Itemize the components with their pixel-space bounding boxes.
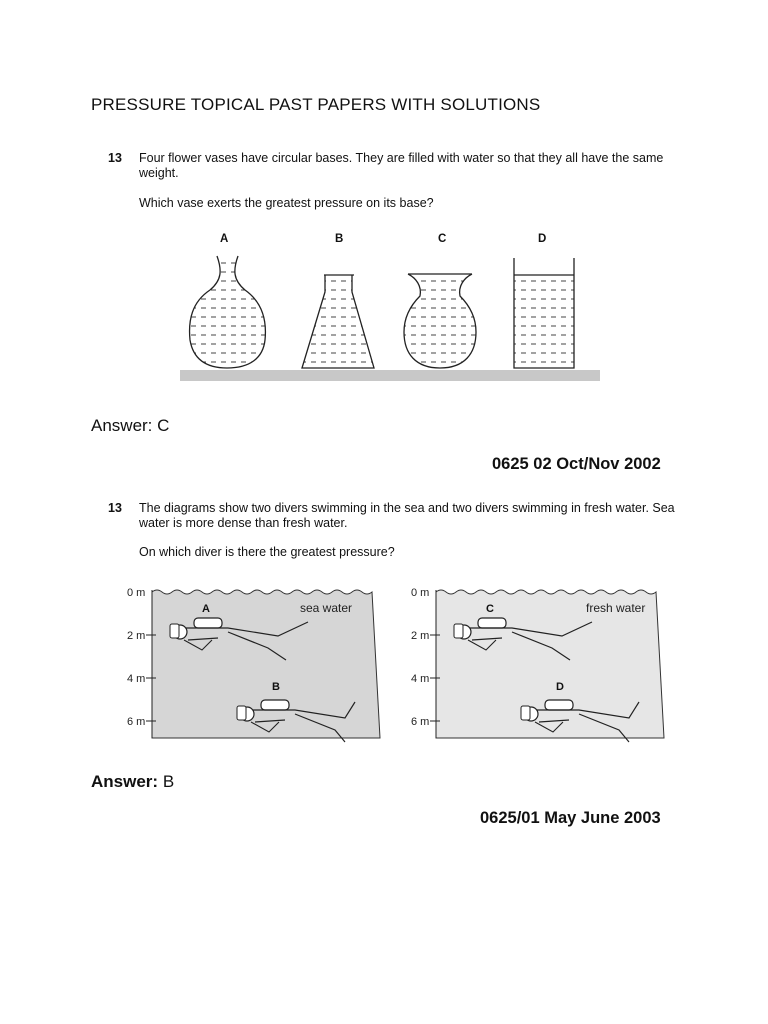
depth-tick-4: 4 m <box>127 673 146 685</box>
diver-b-label: B <box>272 681 280 693</box>
question-2-number: 13 <box>108 501 122 515</box>
depth-tick-2: 2 m <box>127 630 146 642</box>
question-2-line-1: The diagrams show two divers swimming in the sea and two divers swimming in fresh water. Sea <box>139 501 675 515</box>
depth-tick-2: 2 m <box>411 630 430 642</box>
vase-d <box>514 258 574 368</box>
question-1-text <box>139 151 679 181</box>
vase-label-a: A <box>220 233 229 245</box>
answer-1-label: Answer: <box>91 416 153 435</box>
diver-a-label: A <box>202 603 210 615</box>
page-title: PRESSURE TOPICAL PAST PAPERS WITH SOLUTIONS <box>91 95 541 114</box>
table-surface <box>180 370 600 381</box>
vase-label-b: B <box>335 233 344 245</box>
question-1-line-2: weight. <box>139 166 179 180</box>
vase-label-d: D <box>538 233 547 245</box>
diver-d-label: D <box>556 681 564 693</box>
vase-b <box>302 275 374 368</box>
question-2-line-2: water is more dense than fresh water. <box>139 516 348 530</box>
fresh-water-panel <box>404 580 669 745</box>
question-2-reference: 0625/01 May June 2003 <box>480 809 661 827</box>
depth-tick-0: 0 m <box>127 587 146 599</box>
diver-c-label: C <box>486 603 494 615</box>
question-1-number: 13 <box>108 151 122 165</box>
answer-1-value: C <box>157 416 170 435</box>
depth-tick-6: 6 m <box>127 716 146 728</box>
question-1-prompt: Which vase exerts the greatest pressure on its base? <box>139 196 434 210</box>
question-2-answer <box>91 772 174 792</box>
depth-tick-6: 6 m <box>411 716 430 728</box>
depth-tick-4: 4 m <box>411 673 430 685</box>
question-1-answer <box>91 416 169 436</box>
question-2-prompt: On which diver is there the greatest pressure? <box>139 545 395 559</box>
vase-c <box>404 274 476 368</box>
sea-water-panel <box>120 580 385 745</box>
vase-a <box>190 256 266 368</box>
question-1-reference: 0625 02 Oct/Nov 2002 <box>492 455 661 473</box>
fresh-water-label: fresh water <box>586 601 646 615</box>
answer-2-label: Answer: <box>91 772 159 791</box>
vase-label-c: C <box>438 233 447 245</box>
depth-tick-0: 0 m <box>411 587 430 599</box>
question-1-line-1: Four flower vases have circular bases. They are filled with water so that they all have the same <box>139 151 664 165</box>
sea-water-label: sea water <box>300 601 353 615</box>
question-2-text <box>139 501 699 531</box>
answer-2-value: B <box>162 772 175 791</box>
vases-diagram <box>170 240 610 385</box>
